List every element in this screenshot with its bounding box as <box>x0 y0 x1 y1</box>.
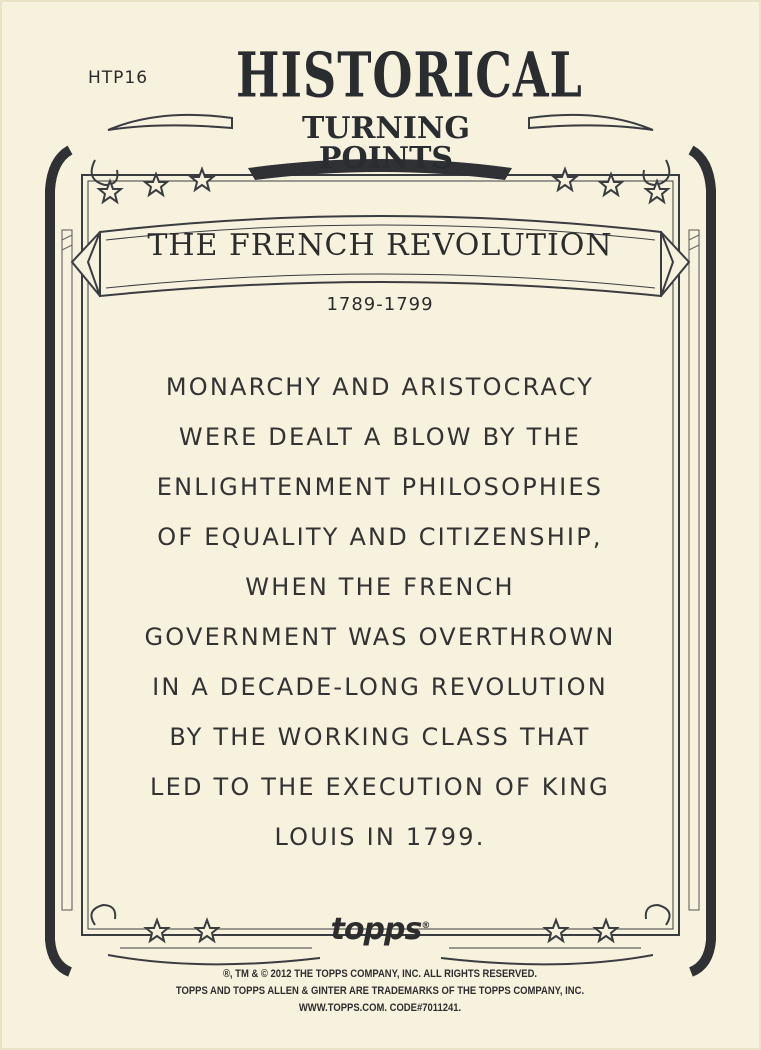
description-line: BY THE WORKING CLASS THAT <box>169 723 591 751</box>
description-line: LOUIS IN 1799. <box>274 823 486 851</box>
description-line: IN A DECADE-LONG REVOLUTION <box>152 673 608 701</box>
star-icon <box>554 169 576 190</box>
star-icon <box>600 174 622 195</box>
star-icon <box>196 920 218 941</box>
topps-logo: topps® <box>330 912 430 947</box>
description-line: WHEN THE FRENCH <box>245 573 515 601</box>
description-line: ENLIGHTENMENT PHILOSOPHIES <box>156 473 604 501</box>
series-title-line2: TURNING POINTS <box>302 111 470 176</box>
description-line: GOVERNMENT WAS OVERTHROWN <box>144 623 616 651</box>
star-icon <box>545 920 567 941</box>
star-icon <box>646 181 668 202</box>
description-line: MONARCHY AND ARISTOCRACY <box>165 373 595 401</box>
series-title <box>236 38 583 176</box>
legal-text <box>156 966 603 1017</box>
description-line: LED TO THE EXECUTION OF KING <box>150 773 610 801</box>
card-number: HTP16 <box>88 68 149 88</box>
description-line: OF EQUALITY AND CITIZENSHIP, <box>157 523 603 551</box>
description-line: WERE DEALT A BLOW BY THE <box>178 423 582 451</box>
legal-line: ®, TM & © 2012 THE TOPPS COMPANY, INC. ALL RIGHTS RESERVED. <box>222 968 538 980</box>
legal-line: TOPPS AND TOPPS ALLEN & GINTER ARE TRADEMARKS OF THE TOPPS COMPANY, INC. <box>175 985 585 997</box>
description-text <box>90 362 670 862</box>
star-icon <box>595 920 617 941</box>
legal-line: WWW.TOPPS.COM. CODE#7011241. <box>298 1002 462 1014</box>
star-icon <box>145 174 167 195</box>
star-icon <box>191 169 213 190</box>
series-title-line1: HISTORICAL <box>236 38 583 112</box>
event-years: 1789-1799 <box>326 294 434 315</box>
star-icon <box>146 920 168 941</box>
star-icon <box>99 181 121 202</box>
event-title: THE FRENCH REVOLUTION <box>147 228 613 263</box>
